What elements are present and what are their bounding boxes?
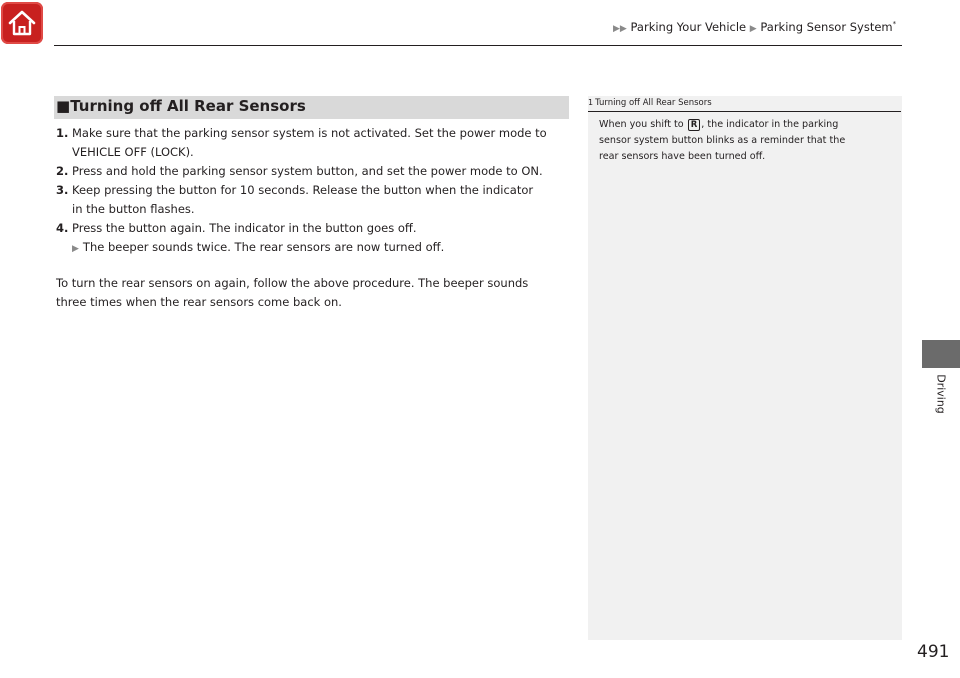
step-result <box>56 238 572 259</box>
step-text: Make sure that the parking sensor system is not activated. Set the power mode to VEHICLE OFF (LOCK). <box>72 126 547 159</box>
step-number: 3. <box>56 183 69 197</box>
section-title <box>56 97 306 115</box>
home-icon <box>7 9 37 37</box>
home-button[interactable] <box>1 2 43 44</box>
steps-list <box>56 124 572 259</box>
reference-marker: 1 <box>588 98 594 107</box>
step-text: Keep pressing the button for 10 seconds. Release the button when the indicator in the button flashes. <box>72 183 534 216</box>
list-item <box>56 219 572 238</box>
breadcrumb-arrow-icon: ▶▶ <box>613 24 627 34</box>
section-title-text: Turning off All Rear Sensors <box>70 97 306 115</box>
side-note-title <box>588 97 901 112</box>
breadcrumb-link-parking-sensor[interactable]: Parking Sensor System <box>760 20 893 34</box>
list-item <box>56 124 572 162</box>
header-divider <box>54 45 902 46</box>
step-number: 1. <box>56 126 69 140</box>
step-number: 4. <box>56 221 69 235</box>
list-item <box>56 181 572 219</box>
side-note-panel <box>588 96 902 640</box>
step-result-text: The beeper sounds twice. The rear sensors are now turned off. <box>82 240 445 254</box>
result-arrow-icon: ▶ <box>72 244 79 254</box>
step-text: Press the button again. The indicator in the button goes off. <box>72 221 417 235</box>
section-square-icon: ■ <box>56 97 71 115</box>
asterisk-mark: * <box>892 20 897 29</box>
side-note-body: When you shift to R , the indicator in the parking sensor system button blinks as a reminder that the rear sensors have been turned off. <box>599 119 846 162</box>
chapter-tab-marker[interactable] <box>922 340 960 368</box>
chapter-label: Driving <box>934 374 948 414</box>
breadcrumb-arrow-icon: ▶ <box>749 24 757 34</box>
body-paragraph: To turn the rear sensors on again, follow the above procedure. The beeper sounds three times when the rear sensors come back on. <box>56 276 529 309</box>
breadcrumb-link-parking-vehicle[interactable]: Parking Your Vehicle <box>630 20 747 34</box>
reverse-gear-key-icon: R <box>688 119 701 131</box>
side-note-title-text: Turning off All Rear Sensors <box>595 98 712 108</box>
breadcrumb <box>613 20 896 34</box>
step-number: 2. <box>56 164 69 178</box>
list-item <box>56 162 572 181</box>
page-number: 491 <box>917 642 950 662</box>
step-text: Press and hold the parking sensor system button, and set the power mode to ON. <box>72 164 543 178</box>
